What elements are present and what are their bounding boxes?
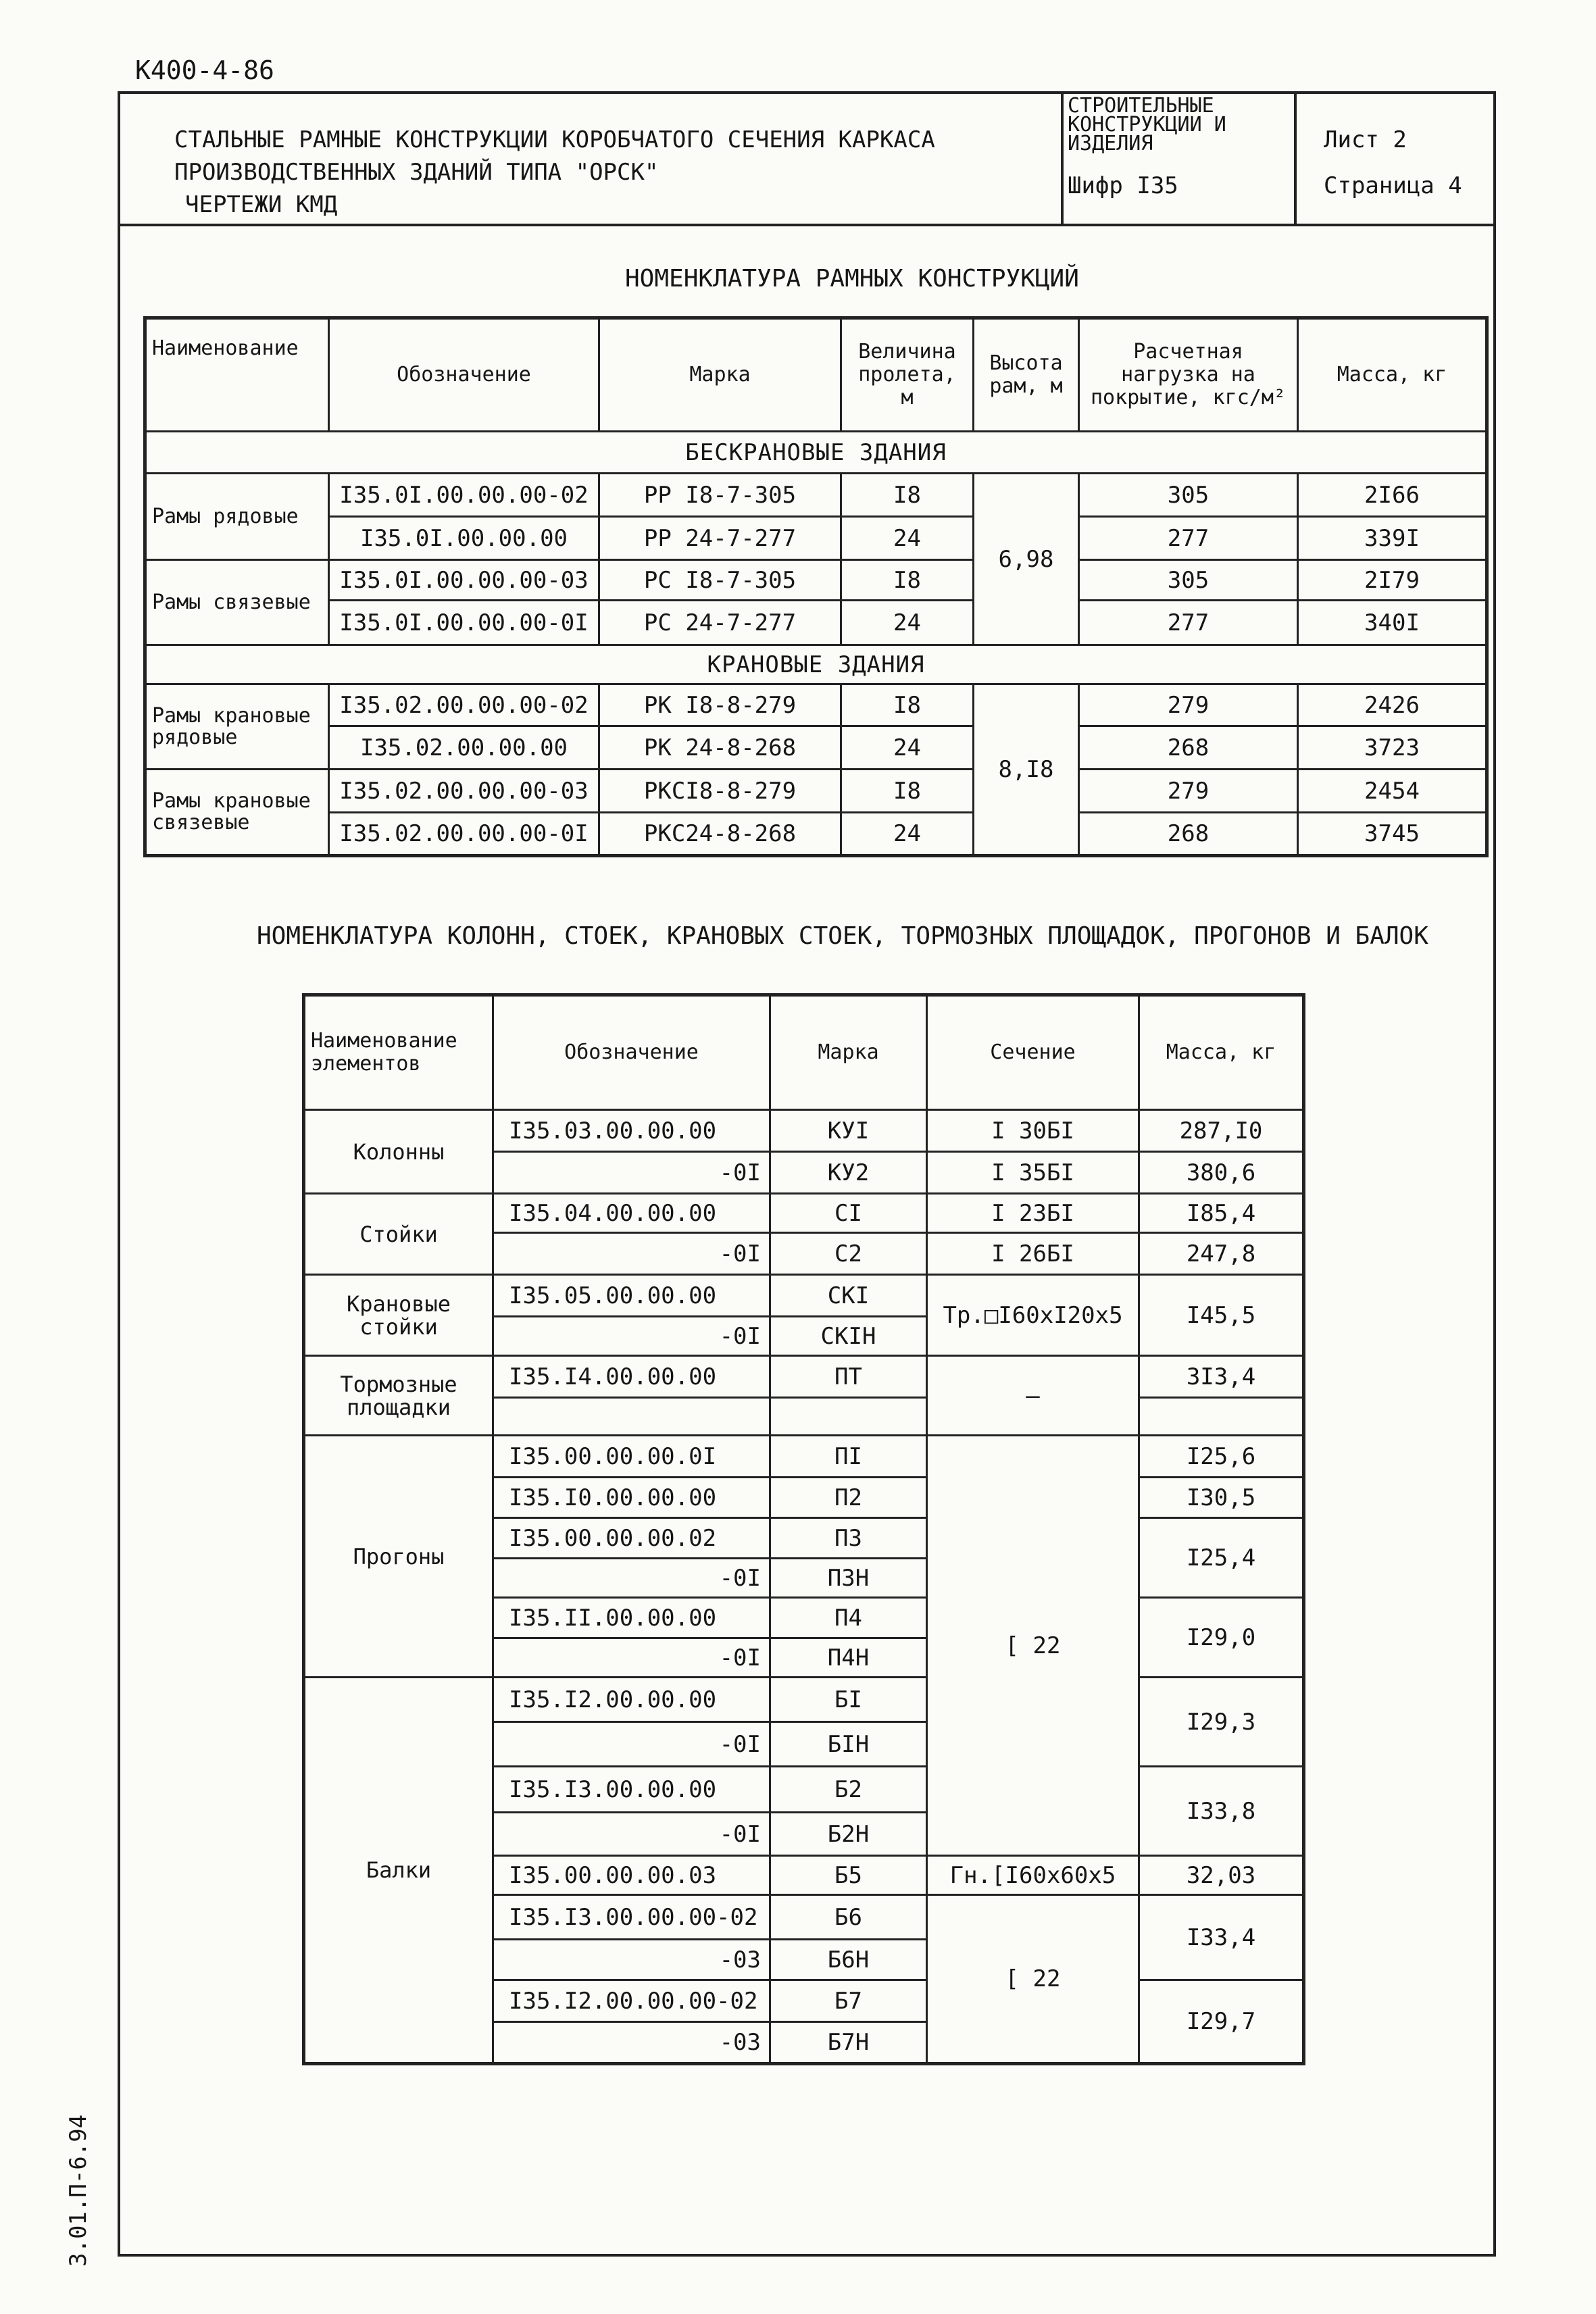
section-crane: КРАНОВЫЕ ЗДАНИЯ bbox=[145, 645, 1487, 684]
designation: -0I bbox=[493, 1638, 770, 1678]
load: 268 bbox=[1079, 813, 1298, 856]
designation: I35.00.00.00.03 bbox=[493, 1856, 770, 1895]
designation: I35.02.00.00.00 bbox=[329, 726, 599, 770]
mass: I30,5 bbox=[1139, 1478, 1304, 1518]
mark: Б2Н bbox=[770, 1813, 927, 1856]
mark: РС 24-7-277 bbox=[599, 601, 841, 645]
title-main-cell bbox=[118, 91, 1064, 226]
span: 24 bbox=[841, 813, 974, 856]
designation: I35.03.00.00.00 bbox=[493, 1110, 770, 1152]
load: 277 bbox=[1079, 517, 1298, 560]
frame-nomenclature-table bbox=[143, 316, 1489, 857]
mass: 2I79 bbox=[1298, 560, 1487, 601]
group-name: Тормозные площадки bbox=[304, 1356, 493, 1436]
load: 268 bbox=[1079, 726, 1298, 770]
mark: РКС24-8-268 bbox=[599, 813, 841, 856]
col-span: Величина пролета, м bbox=[841, 318, 974, 432]
mass: 287,I0 bbox=[1139, 1110, 1304, 1152]
span: I8 bbox=[841, 474, 974, 517]
mark: РС I8-7-305 bbox=[599, 560, 841, 601]
span: I8 bbox=[841, 770, 974, 813]
table-row bbox=[304, 1356, 1304, 1398]
mark: Б2 bbox=[770, 1767, 927, 1813]
title-category-cell bbox=[1064, 91, 1297, 226]
designation: I35.0I.00.00.00-03 bbox=[329, 560, 599, 601]
group-name: Крановые стойки bbox=[304, 1275, 493, 1356]
mark: РК 24-8-268 bbox=[599, 726, 841, 770]
table-header-row bbox=[304, 995, 1304, 1110]
col-element-name: Наименование элементов bbox=[304, 995, 493, 1110]
designation: -0I bbox=[493, 1559, 770, 1598]
mark: КУ2 bbox=[770, 1152, 927, 1194]
table-header-row bbox=[145, 318, 1487, 432]
mark: П3 bbox=[770, 1518, 927, 1559]
side-code: 3.01.П-6.94 bbox=[65, 2114, 92, 2267]
mark: Б6 bbox=[770, 1895, 927, 1940]
section: I 23БI bbox=[927, 1194, 1139, 1233]
load: 305 bbox=[1079, 474, 1298, 517]
load: 305 bbox=[1079, 560, 1298, 601]
designation-empty bbox=[493, 1398, 770, 1436]
section: Тр.□I60хI20х5 bbox=[927, 1275, 1139, 1356]
document-code: К400-4-86 bbox=[135, 55, 274, 85]
designation: I35.04.00.00.00 bbox=[493, 1194, 770, 1233]
table1-caption: НОМЕНКЛАТУРА РАМНЫХ КОНСТРУКЦИЙ bbox=[625, 265, 1079, 293]
table-row bbox=[145, 560, 1487, 601]
mark: КУI bbox=[770, 1110, 927, 1152]
mass: 380,6 bbox=[1139, 1152, 1304, 1194]
section-channel: [ 22 bbox=[927, 1436, 1139, 1856]
mark: ПТ bbox=[770, 1356, 927, 1398]
frame-height: 6,98 bbox=[974, 474, 1079, 645]
mass: 3I3,4 bbox=[1139, 1356, 1304, 1398]
table-row bbox=[145, 770, 1487, 813]
table-row bbox=[304, 1110, 1304, 1152]
load: 279 bbox=[1079, 770, 1298, 813]
category-line-2: КОНСТРУКЦИИ И bbox=[1068, 113, 1226, 136]
section-no-crane: БЕСКРАНОВЫЕ ЗДАНИЯ bbox=[145, 432, 1487, 474]
mass: I33,4 bbox=[1139, 1895, 1304, 1980]
designation: I35.II.00.00.00 bbox=[493, 1598, 770, 1638]
designation: I35.I0.00.00.00 bbox=[493, 1478, 770, 1518]
mark: РР I8-7-305 bbox=[599, 474, 841, 517]
section: I 26БI bbox=[927, 1233, 1139, 1275]
table-row bbox=[304, 1436, 1304, 1478]
span: 24 bbox=[841, 726, 974, 770]
group-name: Рамы рядовые bbox=[145, 474, 329, 560]
mark: РКСI8-8-279 bbox=[599, 770, 841, 813]
col-mark: Марка bbox=[770, 995, 927, 1110]
table2-caption: НОМЕНКЛАТУРА КОЛОНН, СТОЕК, КРАНОВЫХ СТОЕК, ТОРМОЗНЫХ ПЛОЩАДОК, ПРОГОНОВ И БАЛОК bbox=[257, 922, 1428, 950]
title-line-3: ЧЕРТЕЖИ КМД bbox=[185, 191, 338, 218]
designation: -0I bbox=[493, 1317, 770, 1356]
mark: С2 bbox=[770, 1233, 927, 1275]
title-block bbox=[118, 91, 1496, 226]
section: I 30БI bbox=[927, 1110, 1139, 1152]
col-designation: Обозначение bbox=[329, 318, 599, 432]
designation: -03 bbox=[493, 2022, 770, 2064]
mass: 2I66 bbox=[1298, 474, 1487, 517]
mass: I33,8 bbox=[1139, 1767, 1304, 1856]
designation: I35.05.00.00.00 bbox=[493, 1275, 770, 1317]
title-line-2: ПРОИЗВОДСТВЕННЫХ ЗДАНИЙ ТИПА "ОРСК" bbox=[174, 159, 659, 186]
mass: I25,4 bbox=[1139, 1518, 1304, 1598]
mark: П3Н bbox=[770, 1559, 927, 1598]
designation: I35.0I.00.00.00-0I bbox=[329, 601, 599, 645]
mass: 339I bbox=[1298, 517, 1487, 560]
group-name: Балки bbox=[304, 1678, 493, 2064]
mark: П4Н bbox=[770, 1638, 927, 1678]
table-row bbox=[145, 813, 1487, 856]
mark: П4 bbox=[770, 1598, 927, 1638]
table-row bbox=[145, 517, 1487, 560]
sheet-number: Лист 2 bbox=[1324, 126, 1407, 153]
table-row bbox=[145, 474, 1487, 517]
mark: Б7 bbox=[770, 1980, 927, 2022]
designation: -0I bbox=[493, 1813, 770, 1856]
section: Гн.[I60х60х5 bbox=[927, 1856, 1139, 1895]
mass: I45,5 bbox=[1139, 1275, 1304, 1356]
mass: 340I bbox=[1298, 601, 1487, 645]
mark: РР 24-7-277 bbox=[599, 517, 841, 560]
col-load: Расчетная нагрузка на покрытие, кгс/м² bbox=[1079, 318, 1298, 432]
designation: I35.I4.00.00.00 bbox=[493, 1356, 770, 1398]
mark: РК I8-8-279 bbox=[599, 684, 841, 726]
designation: I35.00.00.00.0I bbox=[493, 1436, 770, 1478]
table-row bbox=[145, 726, 1487, 770]
mass: 3745 bbox=[1298, 813, 1487, 856]
mark: БIН bbox=[770, 1722, 927, 1767]
col-designation: Обозначение bbox=[493, 995, 770, 1110]
title-sheet-cell bbox=[1297, 91, 1496, 226]
table-row bbox=[304, 1678, 1304, 1722]
designation: I35.0I.00.00.00-02 bbox=[329, 474, 599, 517]
designation: I35.00.00.00.02 bbox=[493, 1518, 770, 1559]
mass: I29,3 bbox=[1139, 1678, 1304, 1767]
designation: -0I bbox=[493, 1152, 770, 1194]
mark: Б7Н bbox=[770, 2022, 927, 2064]
table-row bbox=[304, 1275, 1304, 1317]
span: 24 bbox=[841, 601, 974, 645]
span: I8 bbox=[841, 560, 974, 601]
designation: I35.02.00.00.00-02 bbox=[329, 684, 599, 726]
col-mass: Масса, кг bbox=[1298, 318, 1487, 432]
designation: I35.02.00.00.00-03 bbox=[329, 770, 599, 813]
mark: Б6Н bbox=[770, 1940, 927, 1980]
group-name: Прогоны bbox=[304, 1436, 493, 1678]
designation: I35.I2.00.00.00-02 bbox=[493, 1980, 770, 2022]
designation: -0I bbox=[493, 1233, 770, 1275]
load: 279 bbox=[1079, 684, 1298, 726]
page-number: Страница 4 bbox=[1324, 172, 1462, 199]
mark: ПI bbox=[770, 1436, 927, 1478]
cipher: Шифр I35 bbox=[1068, 172, 1178, 199]
mark: БI bbox=[770, 1678, 927, 1722]
elements-nomenclature-table bbox=[302, 993, 1305, 2065]
title-line-1: СТАЛЬНЫЕ РАМНЫЕ КОНСТРУКЦИИ КОРОБЧАТОГО СЕЧЕНИЯ КАРКАСА bbox=[174, 126, 935, 153]
designation: I35.02.00.00.00-0I bbox=[329, 813, 599, 856]
mass: I29,7 bbox=[1139, 1980, 1304, 2064]
section-channel: [ 22 bbox=[927, 1895, 1139, 2064]
section: I 35БI bbox=[927, 1152, 1139, 1194]
designation: I35.I3.00.00.00 bbox=[493, 1767, 770, 1813]
mass: 247,8 bbox=[1139, 1233, 1304, 1275]
mass: I85,4 bbox=[1139, 1194, 1304, 1233]
mass: 2454 bbox=[1298, 770, 1487, 813]
load: 277 bbox=[1079, 601, 1298, 645]
designation: -03 bbox=[493, 1940, 770, 1980]
table-row bbox=[304, 1194, 1304, 1233]
group-name: Рамы крановые связевые bbox=[145, 770, 329, 856]
category-line-1: СТРОИТЕЛЬНЫЕ bbox=[1068, 94, 1214, 118]
mark: П2 bbox=[770, 1478, 927, 1518]
category-line-3: ИЗДЕЛИЯ bbox=[1068, 132, 1153, 155]
group-name: Колонны bbox=[304, 1110, 493, 1194]
mark: СКI bbox=[770, 1275, 927, 1317]
col-mass: Масса, кг bbox=[1139, 995, 1304, 1110]
mark: СI bbox=[770, 1194, 927, 1233]
frame-height: 8,I8 bbox=[974, 684, 1079, 856]
table-row bbox=[145, 684, 1487, 726]
col-height: Высота рам, м bbox=[974, 318, 1079, 432]
designation: I35.I2.00.00.00 bbox=[493, 1678, 770, 1722]
mass-empty bbox=[1139, 1398, 1304, 1436]
group-name: Стойки bbox=[304, 1194, 493, 1275]
mass: I25,6 bbox=[1139, 1436, 1304, 1478]
designation: I35.I3.00.00.00-02 bbox=[493, 1895, 770, 1940]
section: — bbox=[927, 1356, 1139, 1436]
mark-empty bbox=[770, 1398, 927, 1436]
col-mark: Марка bbox=[599, 318, 841, 432]
mass: I29,0 bbox=[1139, 1598, 1304, 1678]
mark: Б5 bbox=[770, 1856, 927, 1895]
designation: -0I bbox=[493, 1722, 770, 1767]
col-name: Наименование bbox=[145, 318, 329, 432]
mass: 3723 bbox=[1298, 726, 1487, 770]
col-section: Сечение bbox=[927, 995, 1139, 1110]
group-name: Рамы связевые bbox=[145, 560, 329, 645]
table-row bbox=[145, 601, 1487, 645]
group-name: Рамы крановые рядовые bbox=[145, 684, 329, 770]
designation: I35.0I.00.00.00 bbox=[329, 517, 599, 560]
mass: 2426 bbox=[1298, 684, 1487, 726]
span: I8 bbox=[841, 684, 974, 726]
span: 24 bbox=[841, 517, 974, 560]
mass: 32,03 bbox=[1139, 1856, 1304, 1895]
mark: СКIН bbox=[770, 1317, 927, 1356]
